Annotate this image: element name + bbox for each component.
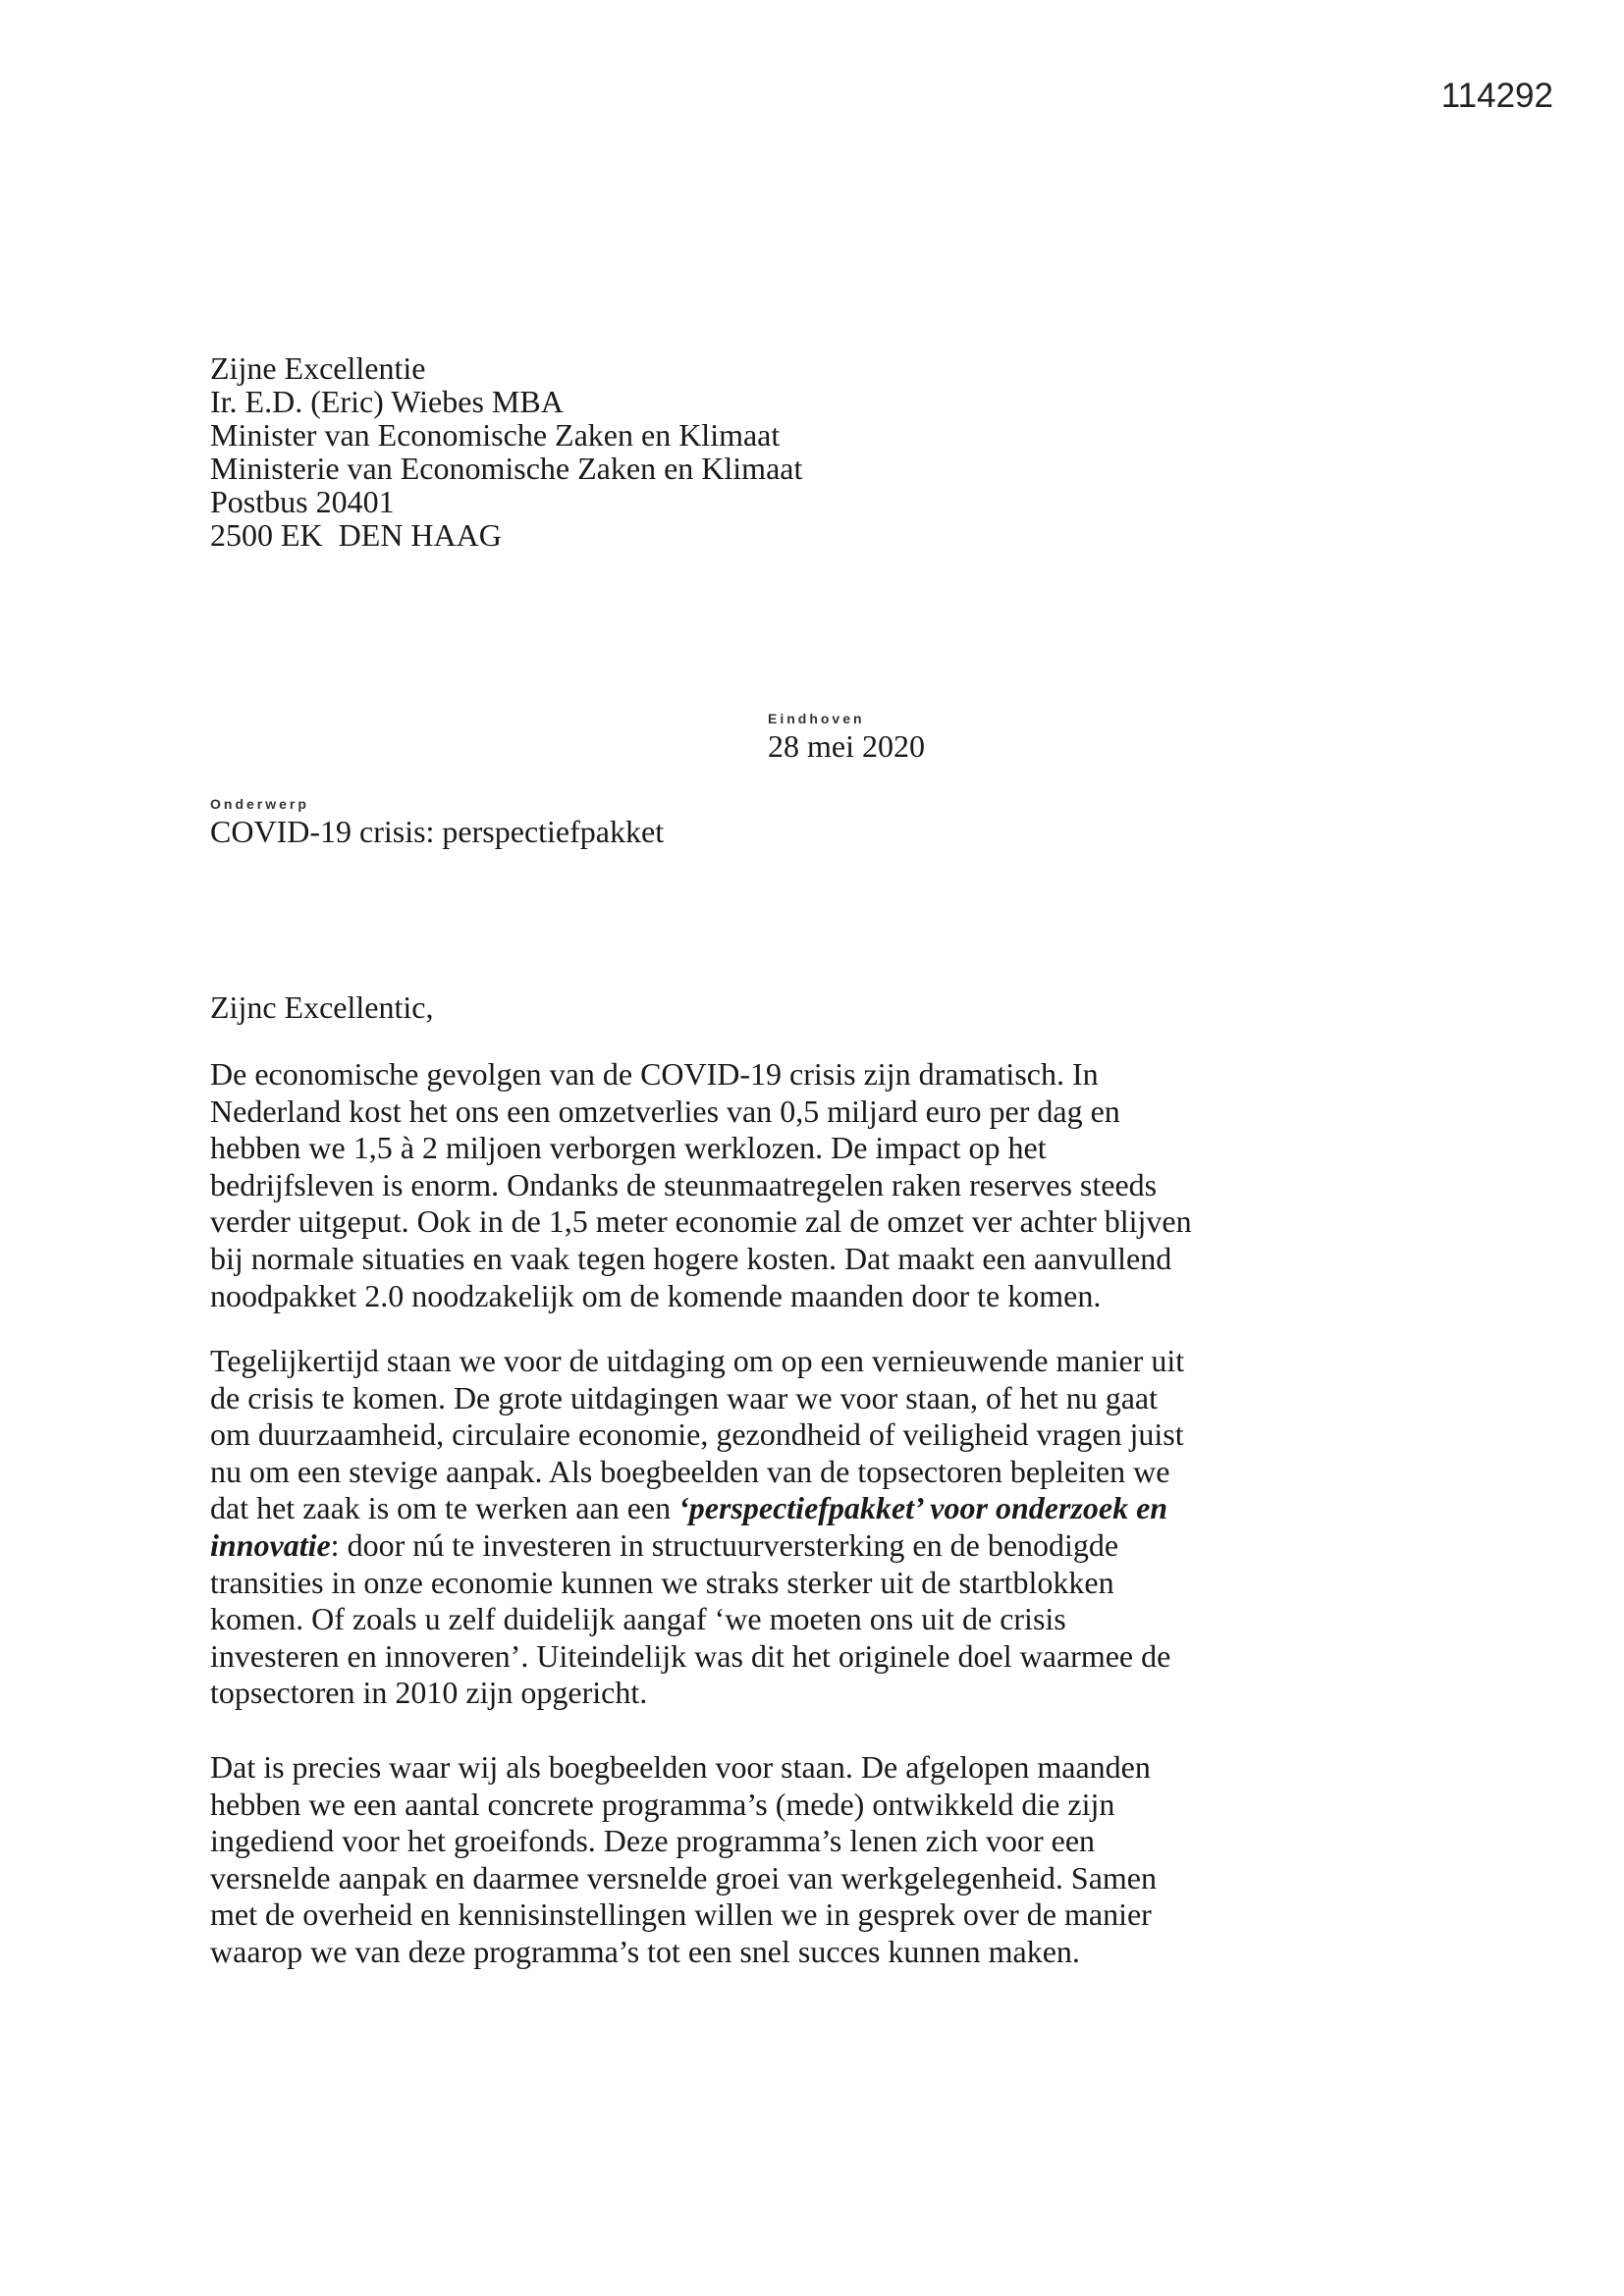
text-line: De economische gevolgen van de COVID-19 crisis zijn dramatisch. In bbox=[210, 1056, 1099, 1092]
text-line: de crisis te komen. De grote uitdagingen waar we voor staan, of het nu gaat bbox=[210, 1379, 1159, 1415]
text-line bbox=[210, 1490, 1251, 1527]
salutation: Zijnc Excellentic, bbox=[210, 989, 434, 1025]
address-line: Zijne Excellentie bbox=[210, 350, 426, 386]
text-line: investeren en innoveren’. Uiteindelijk was dit het originele doel waarmee de bbox=[210, 1637, 1171, 1674]
subject-label: Onderwerp bbox=[210, 796, 309, 812]
subject-block bbox=[210, 796, 664, 850]
text-line: topsectoren in 2010 zijn opgericht. bbox=[210, 1675, 648, 1711]
document-number: 114292 bbox=[1440, 77, 1553, 115]
paragraph-2 bbox=[210, 1343, 1251, 1712]
address-line: Minister van Economische Zaken en Klimaat bbox=[210, 417, 781, 453]
place-label: Eindhoven bbox=[768, 711, 865, 726]
text-run: : door nú te investeren in structuurversterking en de benodigde bbox=[330, 1526, 1119, 1563]
text-line: waarop we van deze programma’s tot een snel succes kunnen maken. bbox=[210, 1933, 1080, 1969]
address-line: Ir. E.D. (Eric) Wiebes MBA bbox=[210, 384, 564, 419]
text-line: Tegelijkertijd staan we voor de uitdaging om op een vernieuwende manier uit bbox=[210, 1343, 1185, 1378]
text-line: bij normale situaties en vaak tegen hogere kosten. Dat maakt een aanvullend bbox=[210, 1240, 1172, 1276]
text-line: komen. Of zoals u zelf duidelijk aangaf ‘we moeten ons uit de crisis bbox=[210, 1601, 1066, 1637]
text-line: hebben we een aantal concrete programma’s (mede) ontwikkeld die zijn bbox=[210, 1786, 1115, 1822]
emphasis-text: innovatie bbox=[210, 1526, 331, 1563]
text-line: transities in onze economie kunnen we straks sterker uit de startblokken bbox=[210, 1564, 1114, 1600]
text-line: hebben we 1,5 à 2 miljoen verborgen werklozen. De impact op het bbox=[210, 1130, 1047, 1166]
address-line: Ministerie van Economische Zaken en Klimaat bbox=[210, 451, 803, 486]
paragraph-3 bbox=[210, 1749, 1251, 1971]
text-line: noodpakket 2.0 noodzakelijk om de komende maanden door te komen. bbox=[210, 1277, 1102, 1313]
date-block bbox=[768, 711, 925, 765]
text-line bbox=[210, 1527, 1251, 1565]
address-line: Postbus 20401 bbox=[210, 484, 395, 519]
text-line: versnelde aanpak en daarmee versnelde groei van werkgelegenheid. Samen bbox=[210, 1859, 1157, 1896]
text-line: bedrijfsleven is enorm. Ondanks de steunmaatregelen raken reserves steeds bbox=[210, 1166, 1158, 1202]
recipient-address bbox=[210, 351, 802, 552]
text-line: om duurzaamheid, circulaire economie, gezondheid of veiligheid vragen juist bbox=[210, 1416, 1184, 1453]
text-line: ingediend voor het groeifonds. Deze programma’s lenen zich voor een bbox=[210, 1823, 1096, 1859]
letter-date: 28 mei 2020 bbox=[768, 728, 925, 764]
text-line: Nederland kost het ons een omzetverlies van 0,5 miljard euro per dag en bbox=[210, 1093, 1120, 1129]
text-line: met de overheid en kennisinstellingen willen we in gesprek over de manier bbox=[210, 1896, 1152, 1933]
text-line: nu om een stevige aanpak. Als boegbeelden van de topsectoren bepleiten we bbox=[210, 1453, 1170, 1489]
text-run: dat het zaak is om te werken aan een bbox=[210, 1490, 679, 1526]
paragraph-1 bbox=[210, 1056, 1251, 1314]
subject-value: COVID-19 crisis: perspectiefpakket bbox=[210, 814, 665, 849]
emphasis-text: ‘perspectiefpakket’ voor onderzoek en bbox=[678, 1490, 1168, 1526]
text-line: verder uitgeput. Ook in de 1,5 meter economie zal de omzet ver achter blijven bbox=[210, 1203, 1192, 1240]
text-line: Dat is precies waar wij als boegbeelden voor staan. De afgelopen maanden bbox=[210, 1749, 1151, 1785]
address-line: 2500 EK DEN HAAG bbox=[210, 517, 502, 553]
